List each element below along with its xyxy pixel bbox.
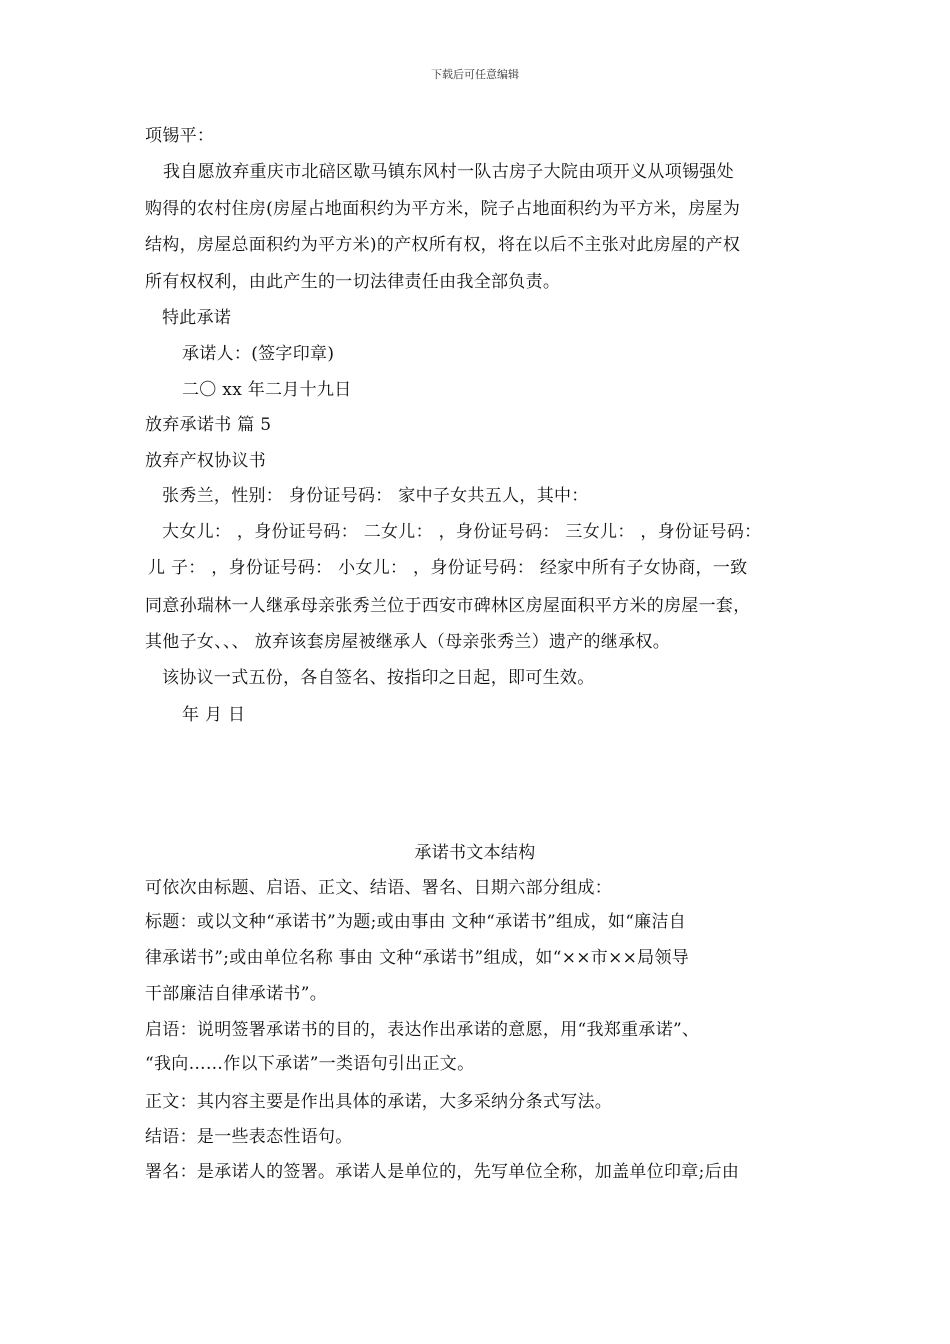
body-line: 该协议一式五份，各自签名、按指印之日起，即可生效。: [162, 668, 595, 688]
body-line: 标题：或以文种“承诺书”为题;或由事由 文种“承诺书”组成，如“廉洁自: [145, 912, 687, 932]
section-title: 承诺书文本结构: [414, 843, 536, 863]
document-title: 放弃产权协议书: [145, 451, 267, 471]
section-heading: 放弃承诺书 篇 5: [145, 415, 272, 435]
salutation: 项锡平：: [145, 126, 215, 146]
closing-line: 特此承诺: [162, 308, 232, 328]
body-line: 干部廉洁自律承诺书”。: [145, 984, 327, 1004]
body-line: “我向……作以下承诺”一类语句引出正文。: [145, 1054, 475, 1074]
body-line: 正文：其内容主要是作出具体的承诺，大多采纳分条式写法。: [145, 1092, 613, 1112]
body-line: 我自愿放弃重庆市北碚区歇马镇东风村一队古房子大院由项开义从项锡强处: [163, 162, 734, 182]
body-line: 同意孙瑞林一人继承母亲张秀兰位于西安市碑林区房屋面积平方米的房屋一套，: [145, 596, 751, 616]
body-line: 所有权权利，由此产生的一切法律责任由我全部负责。: [145, 272, 561, 292]
page-header: 下载后可任意编辑: [431, 68, 519, 81]
date-line: 二〇 xx 年二月十九日: [182, 380, 352, 400]
body-line: 结构，房屋总面积约为平方米)的产权所有权，将在以后不主张对此房屋的产权: [145, 235, 741, 255]
body-line: 购得的农村住房(房屋占地面积约为平方米，院子占地面积约为平方米，房屋为: [145, 199, 741, 219]
body-line: 其他子女、、、 放弃该套房屋被继承人（母亲张秀兰）遗产的继承权。: [145, 632, 671, 652]
date-line: 年 月 日: [182, 705, 246, 725]
body-line: 结语：是一些表态性语句。: [145, 1127, 353, 1147]
signature-line: 承诺人：(签字印章): [182, 344, 335, 364]
body-line: 可依次由标题、启语、正文、结语、署名、日期六部分组成：: [145, 878, 613, 898]
body-line: 张秀兰，性别： 身份证号码： 家中子女共五人，其中：: [162, 486, 589, 506]
body-line: 署名：是承诺人的签署。承诺人是单位的，先写单位全称，加盖单位印章;后由: [145, 1162, 740, 1182]
body-line: 启语：说明签署承诺书的目的，表达作出承诺的意愿，用“我郑重承诺”、: [145, 1020, 700, 1040]
body-line: 大女儿： ，身份证号码： 二女儿： ，身份证号码： 三女儿： ，身份证号码：: [162, 522, 762, 542]
body-line: 律承诺书”;或由单位名称 事由 文种“承诺书”组成，如“××市××局领导: [145, 948, 690, 968]
body-line: 儿 子： ，身份证号码： 小女儿： ，身份证号码： 经家中所有子女协商，一致: [148, 558, 748, 578]
